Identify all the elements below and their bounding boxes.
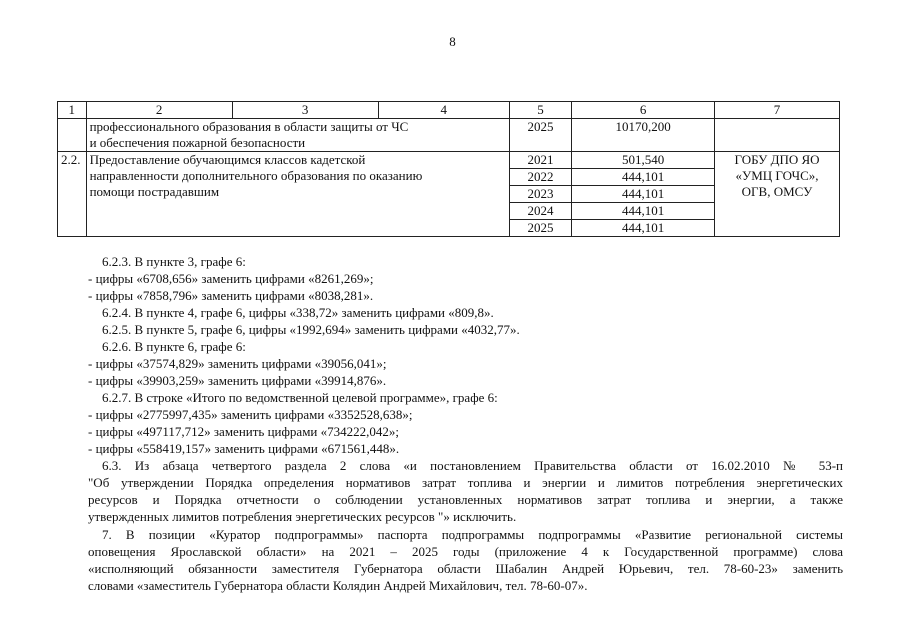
- measure-text-cell: [86, 152, 509, 237]
- paragraph-line: ресурсов и Порядка отчетности о соблюдении установленных нормативов затрат топлива и энергии, а также: [88, 492, 843, 507]
- year-cell: 2024: [509, 203, 571, 220]
- table-row: [58, 119, 840, 152]
- amendment-paragraph: - цифры «39903,259» заменить цифрами «39914,876».: [88, 373, 387, 388]
- year-cell: 2022: [509, 169, 571, 186]
- table-row: [58, 152, 840, 169]
- amendments-list: [88, 253, 843, 457]
- amendment-paragraph: - цифры «558419,157» заменить цифрами «671561,448».: [88, 441, 400, 456]
- value-cell: 444,101: [572, 186, 715, 203]
- measure-text-line: и обеспечения пожарной безопасности: [89, 135, 306, 150]
- amendment-paragraph: 6.2.3. В пункте 3, графе 6:: [102, 254, 246, 269]
- row-number-cell: [58, 119, 87, 152]
- paragraph-line: словами «заместитель Губернатора области Колядин Андрей Михайлович, тел. 78-60-07».: [88, 578, 588, 593]
- executor-cell: [715, 119, 840, 152]
- measure-text-cell: [86, 119, 509, 152]
- executor-line: «УМЦ ГОЧС»,: [735, 168, 819, 183]
- year-cell: 2025: [509, 220, 571, 237]
- table-header-cell: 1: [58, 102, 87, 119]
- amendment-paragraph: - цифры «7858,796» заменить цифрами «8038,281».: [88, 288, 374, 303]
- page-number: 8: [449, 34, 456, 49]
- table-header-cell: 3: [232, 102, 378, 119]
- value-cell: 444,101: [572, 203, 715, 220]
- executor-cell: [715, 152, 840, 237]
- paragraph-line: «исполняющий обязанности заместителя Губернатора области Шабалин Андрей Юрьевич, тел. 78-60-23» заменить: [88, 561, 843, 576]
- table-header-cell: 7: [715, 102, 840, 119]
- table-header-cell: 4: [378, 102, 509, 119]
- table-header-cell: 6: [572, 102, 715, 119]
- amendment-paragraph: 6.2.5. В пункте 5, графе 6, цифры «1992,694» заменить цифрами «4032,77».: [102, 322, 520, 337]
- measure-text-line: профессионального образования в области защиты от ЧС: [89, 119, 409, 134]
- program-table: [57, 101, 840, 237]
- measure-text-line: помощи пострадавшим: [89, 184, 220, 199]
- amendment-paragraph: 6.2.6. В пункте 6, графе 6:: [102, 339, 246, 354]
- value-cell: 444,101: [572, 169, 715, 186]
- paragraph-line: оповещения Ярославской области» на 2021 – 2025 годы (приложение 4 к Государственной программе) слова: [88, 544, 843, 559]
- amendment-paragraph: - цифры «37574,829» заменить цифрами «39056,041»;: [88, 356, 387, 371]
- value-cell: 444,101: [572, 220, 715, 237]
- measure-text-line: направленности дополнительного образования по оказанию: [89, 168, 423, 183]
- value-cell: 10170,200: [572, 119, 715, 152]
- amendment-paragraph: - цифры «2775997,435» заменить цифрами «3352528,638»;: [88, 407, 413, 422]
- measure-text-line: Предоставление обучающимся классов кадетской: [89, 152, 366, 167]
- paragraph-6-3: [88, 457, 843, 525]
- executor-line: ГОБУ ДПО ЯО: [734, 152, 820, 167]
- value-cell: 501,540: [572, 152, 715, 169]
- paragraph-line: "Об утверждении Порядка определения нормативов затрат топлива и энергии и лимитов потребления энергетических: [88, 475, 843, 490]
- table-header-cell: 2: [86, 102, 232, 119]
- year-cell: 2021: [509, 152, 571, 169]
- table-header-row: [58, 102, 840, 119]
- year-cell: 2025: [509, 119, 571, 152]
- executor-line: ОГВ, ОМСУ: [741, 184, 813, 199]
- table-header-cell: 5: [509, 102, 571, 119]
- paragraph-7: [88, 526, 843, 594]
- row-number-cell: 2.2.: [58, 152, 87, 237]
- amendment-paragraph: - цифры «6708,656» заменить цифрами «8261,269»;: [88, 271, 374, 286]
- paragraph-line: 6.3. Из абзаца четвертого раздела 2 слова «и постановлением Правительства области от 16.02.2010 № 53-п: [102, 458, 843, 473]
- amendment-paragraph: 6.2.4. В пункте 4, графе 6, цифры «338,72» заменить цифрами «809,8».: [102, 305, 494, 320]
- paragraph-line: утвержденных лимитов потребления энергетических ресурсов "» исключить.: [88, 509, 517, 524]
- paragraph-line: 7. В позиции «Куратор подпрограммы» паспорта подпрограммы подпрограммы «Развитие региональной системы: [102, 527, 843, 542]
- amendment-paragraph: - цифры «497117,712» заменить цифрами «734222,042»;: [88, 424, 399, 439]
- amendment-paragraph: 6.2.7. В строке «Итого по ведомственной целевой программе», графе 6:: [102, 390, 498, 405]
- year-cell: 2023: [509, 186, 571, 203]
